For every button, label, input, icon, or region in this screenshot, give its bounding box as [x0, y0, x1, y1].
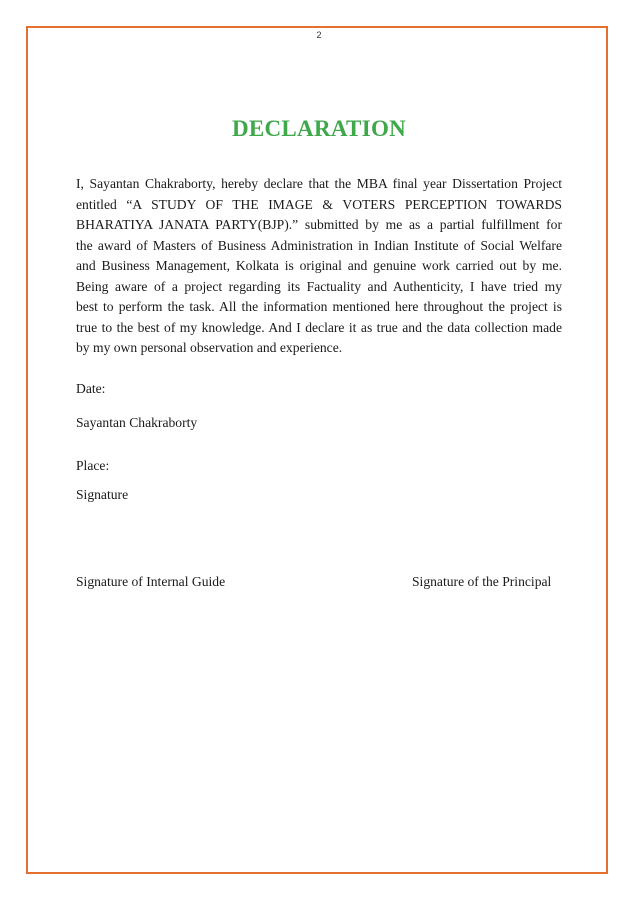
principal-signature-label: Signature of the Principal — [412, 574, 552, 589]
declaration-line: Being aware of a project regarding its Factuality and Authenticity, I have tried my — [76, 278, 562, 294]
declaration-line: true to the best of my knowledge. And I declare it as true and the data collection made — [76, 319, 562, 335]
declaration-paragraph — [76, 174, 562, 359]
declaration-line: best to perform the task. All the information mentioned here throughout the project is — [76, 299, 562, 314]
declaration-line: the award of Masters of Business Administration in Indian Institute of Social Welfare — [76, 237, 562, 253]
signature-label: Signature — [76, 487, 129, 502]
date-label: Date: — [76, 381, 106, 396]
declaration-line: by my own personal observation and experience. — [76, 340, 343, 355]
page-border — [26, 26, 608, 874]
declaration-line: and Business Management, Kolkata is original and genuine work carried out by me. — [76, 258, 562, 273]
declarant-name: Sayantan Chakraborty — [76, 415, 198, 430]
place-label: Place: — [76, 458, 110, 473]
internal-guide-signature-label: Signature of Internal Guide — [76, 574, 226, 589]
declaration-line: I, Sayantan Chakraborty, hereby declare that the MBA final year Dissertation Project — [76, 176, 562, 191]
declaration-line: entitled “A STUDY OF THE IMAGE & VOTERS PERCEPTION TOWARDS — [76, 196, 562, 212]
page-title: DECLARATION — [231, 116, 407, 141]
page-number: 2 — [316, 30, 322, 40]
declaration-line: BHARATIYA JANATA PARTY(BJP).” submitted by me as a partial fulfillment for — [76, 217, 562, 232]
